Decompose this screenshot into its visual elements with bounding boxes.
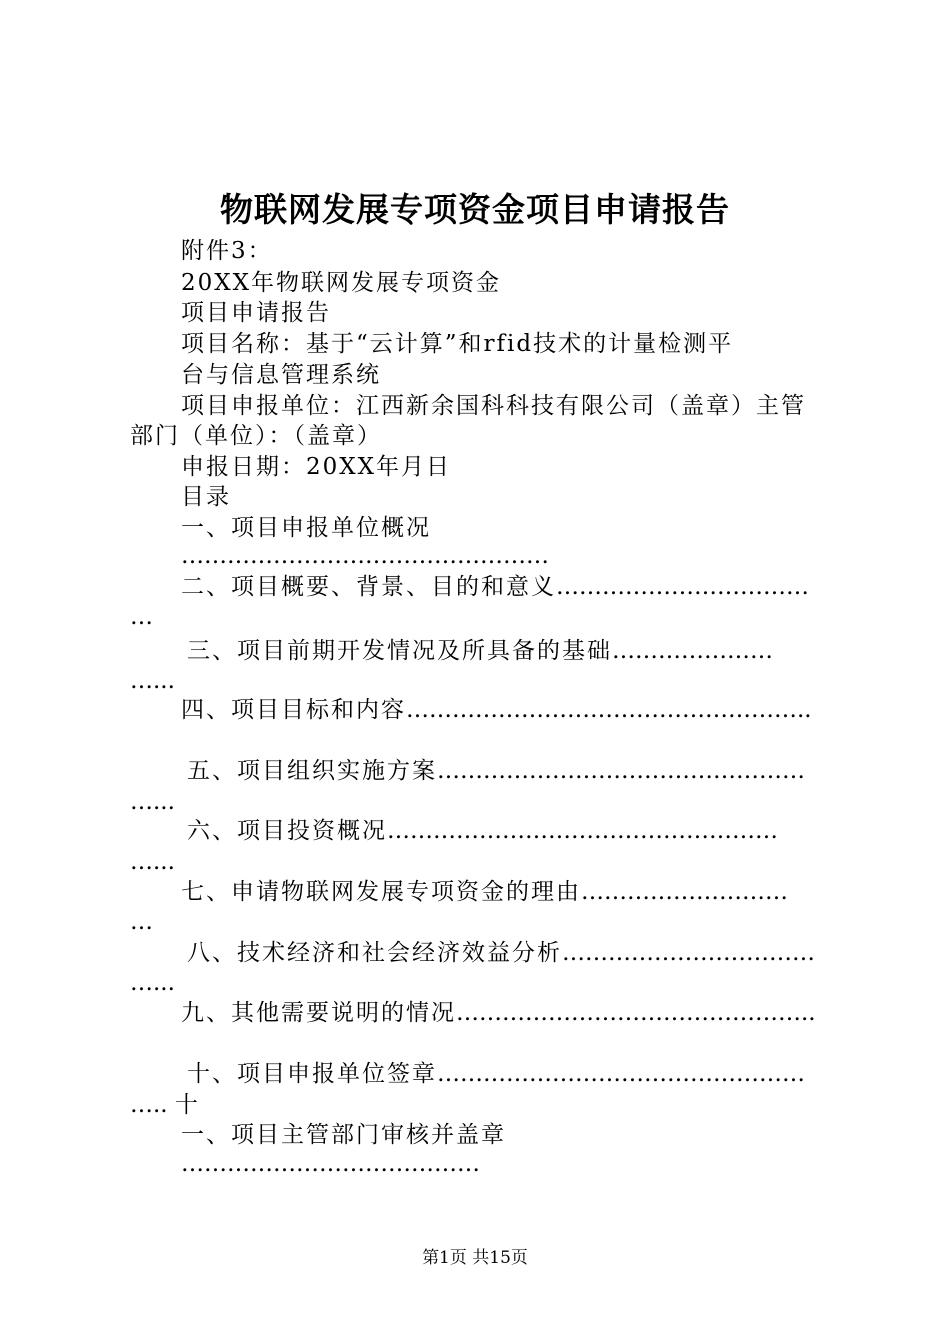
toc-item-2 (181, 572, 809, 602)
toc-item-1-dots: ………………………………………… (181, 543, 549, 569)
subtitle-year-line: 20XX年物联网发展专项资金 (181, 270, 502, 296)
toc-item-5-dots: ………………………………………… (437, 758, 805, 784)
toc-item-6 (187, 816, 778, 846)
toc-item-8-label: 八、技术经济和社会经济效益分析 (187, 940, 562, 966)
toc-item-3 (187, 636, 773, 666)
subtitle-report-line: 项目申请报告 (181, 300, 331, 326)
attachment-label: 附件3： (181, 238, 273, 264)
toc-item-5 (187, 756, 805, 786)
toc-item-11: 一、项目主管部门审核并盖章 (181, 1122, 506, 1148)
toc-item-4-label: 四、项目目标和内容 (181, 697, 406, 723)
toc-item-11-dots: ………………………………… (181, 1151, 480, 1177)
document-title: 物联网发展专项资金项目申请报告 (220, 190, 730, 229)
toc-item-10-wrap: ….. 十 (130, 1092, 198, 1118)
toc-item-3-wrap: …... (130, 668, 175, 694)
toc-item-7-wrap: … (130, 909, 153, 935)
toc-item-6-dots: …………………………………………… (387, 818, 778, 844)
toc-item-3-dots: ………………… (612, 638, 773, 664)
toc-item-1: 一、项目申报单位概况 (181, 515, 431, 541)
toc-item-3-label: 三、项目前期开发情况及所具备的基础 (187, 638, 612, 664)
page-number-footer: 第1页 共15页 (422, 1248, 528, 1268)
toc-item-6-wrap: …... (130, 849, 175, 875)
toc-item-2-wrap: … (130, 604, 153, 630)
toc-heading: 目录 (181, 484, 231, 510)
applicant-line2: 部门（单位）：（盖章） (130, 423, 382, 449)
toc-item-7-label: 七、申请物联网发展专项资金的理由 (181, 879, 581, 905)
toc-item-10 (187, 1059, 805, 1089)
toc-item-10-dots: ………………………………………… (437, 1061, 805, 1087)
toc-item-10-label: 十、项目申报单位签章 (187, 1061, 437, 1087)
toc-item-2-dots: …………………………… (556, 574, 809, 600)
applicant-line1: 项目申报单位：江西新余国科科技有限公司（盖章）主管 (181, 393, 806, 419)
report-date: 申报日期：20XX年月日 (181, 454, 452, 480)
toc-item-8 (187, 938, 815, 968)
toc-item-6-label: 六、项目投资概况 (187, 818, 387, 844)
project-name-line1: 项目名称：基于“云计算”和rfid技术的计量检测平 (181, 331, 734, 357)
toc-item-7-dots: ……………………… (581, 879, 788, 905)
project-name-line2: 台与信息管理系统 (181, 362, 381, 388)
toc-item-5-label: 五、项目组织实施方案 (187, 758, 437, 784)
toc-item-7 (181, 877, 788, 907)
toc-item-4-dots: …………………………………………….. (406, 697, 812, 723)
toc-item-9-label: 九、其他需要说明的情况 (181, 1000, 456, 1026)
toc-item-5-wrap: …... (130, 789, 175, 815)
toc-item-2-label: 二、项目概要、背景、目的和意义 (181, 574, 556, 600)
toc-item-9-dots: ……………………………………….. (456, 1000, 816, 1026)
toc-item-9 (181, 998, 816, 1028)
toc-item-4 (181, 695, 812, 725)
toc-item-8-wrap: …... (130, 970, 175, 996)
toc-item-8-dots: …………………………… (562, 940, 815, 966)
